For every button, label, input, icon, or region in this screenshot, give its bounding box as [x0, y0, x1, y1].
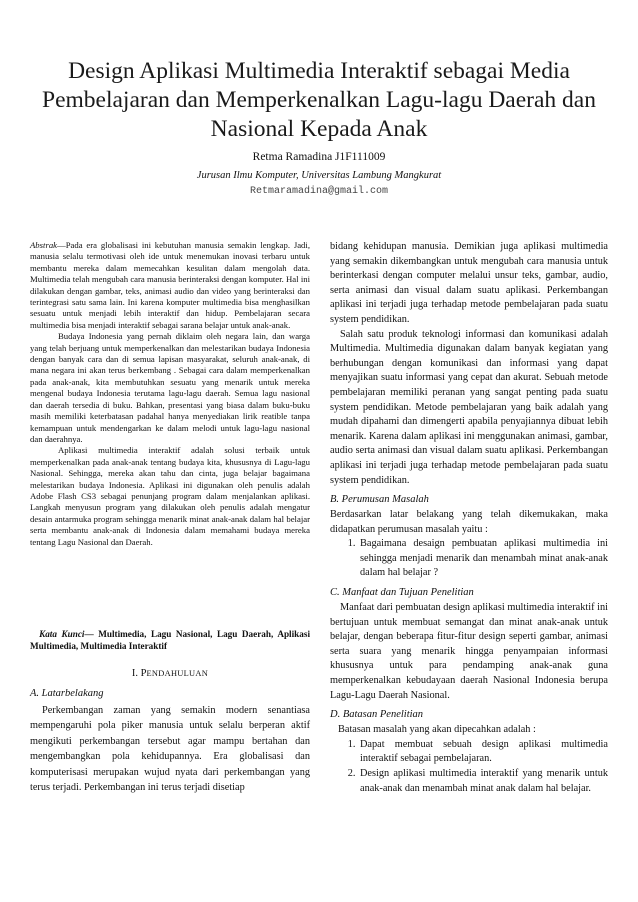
- author-line: Retma Ramadina J1F111009: [252, 151, 386, 163]
- subsection-title-latarbelakang: A. Latarbelakang: [30, 688, 104, 699]
- subsection-title-manfaat: C. Manfaat dan Tujuan Penelitian: [330, 587, 474, 599]
- intro-paragraph-right-2: Salah satu produk teknologi informasi dan komunikasi adalah Multimedia. Multimedia digunakan dalam banyak kegiatan yang berhubungan dengan komunikasi dan informasi yang dapat menyajikan suatu informasi yang cepat dan akurat. Sebuah metode pembelajaran memiliki peranan yang sangat penting pada suatu system pendidikan. Metode pembelajaran yang baik adalah yang mudah dipahami dan dimengerti apabila penyajiannya dibuat lebih menarik. Karena dalam aplikasi ini menggunakan animasi, gambar, audio serta animasi dan visual dalam suatu aplikasi. Perkembangan aplikasi ini terjadi juga terhadap metode pembelajaran pada suatu system pendidikan.: [330, 328, 608, 486]
- list-item: 1. Bagaimana desaign pembuatan aplikasi multimedia ini sehingga menjadi menarik dan menambah minat anak-anak dalam hal belajar ?: [358, 537, 608, 581]
- perumusan-list: [330, 537, 608, 581]
- intro-paragraph-left: [30, 703, 310, 795]
- paper-title: Design Aplikasi Multimedia Interaktif sebagai Media Pembelajaran dan Memperkenalkan Lagu-lagu Daerah dan Nasional Kepada Anak: [42, 58, 596, 142]
- author-email: Retmaramadina@gmail.com: [249, 186, 389, 197]
- keywords-text: — Multimedia, Lagu Nasional, Lagu Daerah, Aplikasi Multimedia, Multimedia Interaktif: [30, 629, 310, 651]
- intro-paragraph-right: bidang kehidupan manusia. Demikian juga aplikasi multimedia yang semakin dikembangkan untuk mengubah cara manusia untuk berinterkasi dengan computer melalui unsur teks, gambar, audio, serta animasi dan visual dalam suatu aplikasi. Perkembangan aplikasi ini terjadi juga terhadap metode pembelajaran pada suatu system pendidikan.: [330, 241, 608, 325]
- batasan-text: Batasan masalah yang akan dipecahkan adalah :: [338, 724, 536, 736]
- section-initial: P: [140, 668, 147, 679]
- abstract-paragraph-2: Budaya Indonesia yang pernah diklaim oleh negara lain, dan warga yang telah berjuang untuk memperkenalkan dan melestarikan budaya Indonesia dengan banyak cara dan di semua lapisan masyarakat, seluruh anak-anak, di mana negara ini akan terus berkembang . Sebagai cara dalam memperkenalkan pada anak-anak, kita membutuhkan sesuatu yang menarik untuk mereka mengenal budaya Indonesia terutama lagu-lagu daerah. Semua lagu nasional dan daerah tersedia di buku. Bahkan, presentasi yang biasa dalam buku-buku masih memiliki keterbatasan padahal hanya menyediakan lirik reatible tanpa kemampuan untuk mendengarkan ke dalam melodi untuk lagu-lagu nasional dan daerahnya.: [30, 331, 310, 444]
- keywords-label: Kata Kunci: [39, 629, 85, 639]
- list-item: 2. Design aplikasi multimedia interaktif yang menarik untuk anak-anak dan menambah minat anak dalam hal belajar.: [358, 767, 608, 796]
- subsection-title-batasan: D. Batasan Penelitian: [330, 709, 424, 721]
- list-item: 1. Dapat membuat sebuah design aplikasi multimedia interaktif sebagai pembelajaran.: [358, 738, 608, 767]
- section-title-rest: ENDAHULUAN: [146, 669, 209, 678]
- perumusan-text: Berdasarkan latar belakang yang telah dikemukakan, maka didapatkan perumusan masalah yaitu :: [330, 509, 608, 535]
- affiliation-line: Jurusan Ilmu Komputer, Universitas Lambung Mangkurat: [196, 170, 442, 181]
- abstract: [30, 240, 310, 548]
- abstract-paragraph-3: Aplikasi multimedia interaktif adalah solusi terbaik untuk memperkenalkan pada anak-anak tentang budaya kita, khususnya di Lagu-lagu Nasional. Sehingga, mereka akan tahu dan cinta, juga belajar bagaimana melestarikan budaya Indonesia. Aplikasi ini digunakan oleh penulis adalah Adobe Flash CS3 sebagai penunjang program dalam menjalankan aplikasi. Langkah menyusun program yang dilakukan oleh penulis adalah mengatur desain antarmuka program sehingga menarik minat anak-anak dalam hal belajar serta membantu anak-anak di Indonesia dalam memahami budaya mereka tentang Lagu Nasional dan Daerah.: [30, 445, 310, 547]
- section-number: I.: [131, 668, 139, 679]
- left-column: [30, 240, 310, 548]
- abstract-label: Abstrak: [30, 240, 58, 250]
- subsection-title-perumusan: B. Perumusan Masalah: [330, 494, 429, 506]
- right-column: [330, 240, 608, 796]
- manfaat-text: Manfaat dari pembuatan design aplikasi multimedia interaktif ini bertujuan untuk membuat semangat dan minat anak-anak untuk belajar, dengan beberapa fitur-fitur design seperti gambar, animasi serta suara yang menarik hingga penyampaian informasi khususnya untuk para pendamping anak-anak guna memperkenalkan kebudayaan daerah Nasional Indonesia berupa Lagu-Lagu Daerah Nasional.: [330, 602, 608, 701]
- keywords: [30, 628, 310, 652]
- intro-text-left: Perkembangan zaman yang semakin modern senantiasa mempengaruhi pola piker manusia untuk selalu berperan aktif mengikuti perkembangan tersebut agar mampu bertahan dan mengembangkan pola kehidupannya. Era globalisasi dan komputerisasi merupakan wujud nyata dari perkembangan yang terus terjadi. Perkembangan ini terus terjadi disetiap: [30, 705, 310, 794]
- section-heading-pendahuluan: [30, 668, 310, 679]
- abstract-paragraph-1: —Pada era globalisasi ini kebutuhan manusia semakin lengkap. Jadi, manusia selalu termotivasi oleh ide untuk menemukan inovasi terbaru untuk membantu mereka dalam memecahkan kesulitan dalam mengolah data. Multimedia telah mengubah cara manusia berinteraksi dengan komputer. Hal ini dilakukan dengan gambar, teks, animasi audio dan video yang berinteraksi dan terintegrasi satu sama lain. Ini karena komputer multimedia bisa menghasilkan sesuatu untuk menjadi lebih interaktif dan hidup. Pembelajaran secara multimedia bisa menjadi interaktif sebagai sarana belajar untuk anak-anak.: [30, 240, 310, 330]
- batasan-list: [330, 738, 608, 796]
